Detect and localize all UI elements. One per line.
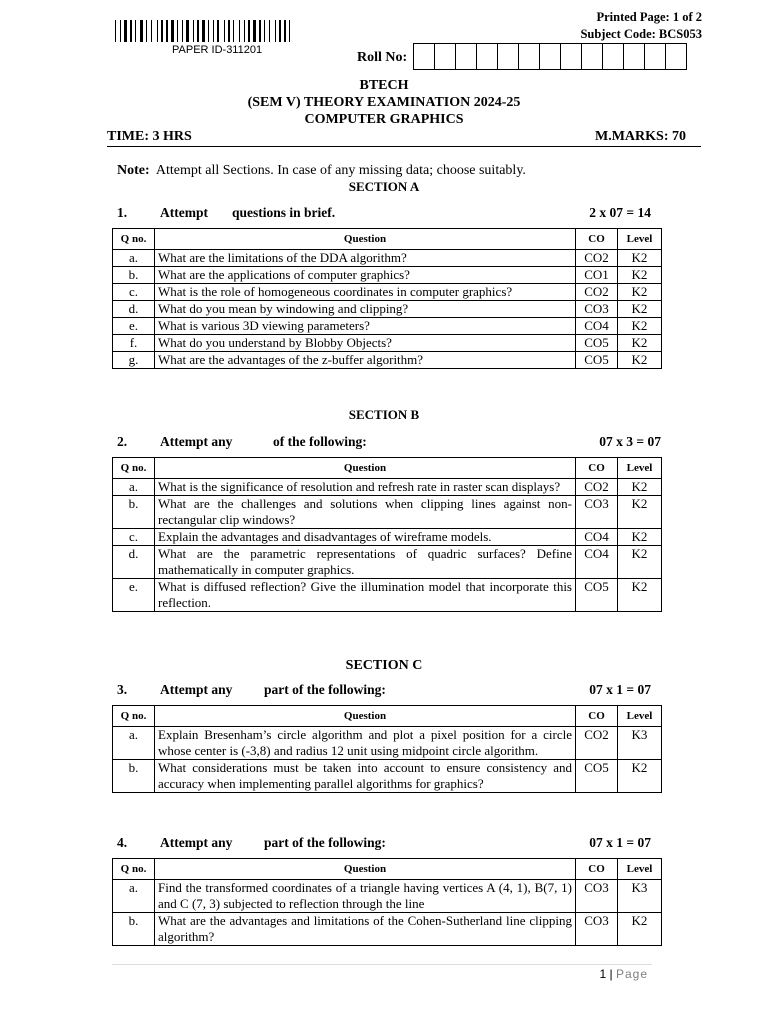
q3-instruction-a: Attempt any	[160, 682, 233, 697]
roll-box	[582, 44, 603, 69]
col-co-header: CO	[576, 706, 618, 727]
q-number: f.	[113, 335, 155, 352]
barcode-bar	[128, 20, 129, 42]
barcode-bar	[130, 20, 132, 42]
barcode-bar	[271, 20, 274, 42]
q3-instruction-b: part of the following:	[264, 682, 386, 697]
barcode-bar	[186, 20, 189, 42]
table-row	[113, 880, 662, 913]
barcode-bar	[177, 20, 178, 42]
table-header-row	[113, 859, 662, 880]
question-text: What do you understand by Blobby Objects?	[155, 335, 576, 352]
col-qno-header: Q no.	[113, 458, 155, 479]
barcode-bar	[175, 20, 176, 42]
level-cell: K2	[618, 479, 662, 496]
q-number: e.	[113, 318, 155, 335]
level-cell: K2	[618, 760, 662, 793]
barcode-bar	[184, 20, 185, 42]
question-text: What are the limitations of the DDA algorithm?	[155, 250, 576, 267]
barcode-bar	[122, 20, 123, 42]
barcode-bar	[202, 20, 205, 42]
question-text: What considerations must be taken into account to ensure consistency and accuracy when implementing parallel algorithms for graphics?	[155, 760, 576, 793]
q2-number: 2.	[117, 434, 128, 449]
co-cell: CO3	[576, 880, 618, 913]
barcode-bar	[253, 20, 256, 42]
barcode-bar	[144, 20, 145, 42]
barcode-bar	[259, 20, 261, 42]
question-text: What are the parametric representations of quadric surfaces? Define mathematically in computer graphics.	[155, 546, 576, 579]
table-row	[113, 579, 662, 612]
barcode-bar	[137, 20, 139, 42]
col-level-header: Level	[618, 859, 662, 880]
q-number: b.	[113, 496, 155, 529]
roll-box	[666, 44, 687, 69]
barcode-bar	[153, 20, 156, 42]
question-text: What are the applications of computer graphics?	[155, 267, 576, 284]
barcode-bar	[257, 20, 258, 42]
barcode-bar	[195, 20, 196, 42]
q-number: d.	[113, 546, 155, 579]
co-cell: CO3	[576, 301, 618, 318]
q2-instruction-b: of the following:	[273, 434, 367, 449]
level-cell: K2	[618, 267, 662, 284]
col-co-header: CO	[576, 458, 618, 479]
barcode	[115, 20, 327, 42]
page-number: 1	[599, 967, 607, 981]
table-row	[113, 318, 662, 335]
barcode-bar	[124, 20, 127, 42]
roll-no-label: Roll No:	[357, 50, 408, 65]
barcode-bar	[171, 20, 174, 42]
max-marks: M.MARKS: 70	[595, 129, 686, 144]
col-qno-header: Q no.	[113, 229, 155, 250]
q-number: e.	[113, 579, 155, 612]
barcode-bar	[246, 20, 247, 42]
subject-title: COMPUTER GRAPHICS	[304, 112, 464, 127]
level-cell: K3	[618, 727, 662, 760]
co-cell: CO2	[576, 284, 618, 301]
barcode-bar	[262, 20, 263, 42]
table-row	[113, 479, 662, 496]
barcode-bar	[282, 20, 283, 42]
roll-box	[435, 44, 456, 69]
barcode-bar	[266, 20, 268, 42]
q-number: a.	[113, 880, 155, 913]
q-number: a.	[113, 250, 155, 267]
barcode-bar	[140, 20, 143, 42]
roll-box	[561, 44, 582, 69]
roll-box	[645, 44, 666, 69]
co-cell: CO3	[576, 913, 618, 946]
barcode-bar	[208, 20, 209, 42]
q4-table	[112, 858, 662, 946]
roll-box	[498, 44, 519, 69]
barcode-bar	[215, 20, 216, 42]
barcode-bar	[206, 20, 207, 42]
col-qno-header: Q no.	[113, 859, 155, 880]
roll-box	[477, 44, 498, 69]
q-number: b.	[113, 913, 155, 946]
barcode-bar	[235, 20, 238, 42]
barcode-bar	[248, 20, 250, 42]
co-cell: CO2	[576, 727, 618, 760]
co-cell: CO4	[576, 529, 618, 546]
section-b-table	[112, 457, 662, 612]
barcode-bar	[275, 20, 276, 42]
level-cell: K3	[618, 880, 662, 913]
col-level-header: Level	[618, 706, 662, 727]
table-header-row	[113, 458, 662, 479]
time-label: TIME: 3 HRS	[107, 129, 192, 144]
question-text: What are the advantages of the z-buffer algorithm?	[155, 352, 576, 369]
barcode-bar	[287, 20, 288, 42]
q1-instruction-b: questions in brief.	[232, 205, 336, 220]
level-cell: K2	[618, 250, 662, 267]
barcode-bar	[159, 20, 160, 42]
question-text: Explain Bresenham’s circle algorithm and plot a pixel position for a circle whose center is (-3,8) and radius 12 unit using midpoint circle algorithm.	[155, 727, 576, 760]
q-number: b.	[113, 267, 155, 284]
barcode-bar	[277, 20, 278, 42]
co-cell: CO4	[576, 546, 618, 579]
printed-page-info	[580, 9, 702, 43]
col-question-header: Question	[155, 706, 576, 727]
barcode-bar	[220, 20, 223, 42]
barcode-bar	[148, 20, 150, 42]
q4-instruction-a: Attempt any	[160, 835, 233, 850]
roll-box	[603, 44, 624, 69]
section-a-title: SECTION A	[348, 179, 420, 194]
level-cell: K2	[618, 284, 662, 301]
page-separator: |	[609, 967, 613, 981]
barcode-bar	[146, 20, 147, 42]
roll-no-boxes	[413, 43, 687, 70]
barcode-bar	[164, 20, 165, 42]
printed-page: Printed Page: 1 of 2	[596, 10, 702, 24]
barcode-bar	[169, 20, 170, 42]
co-cell: CO3	[576, 496, 618, 529]
section-a-table	[112, 228, 662, 369]
question-text: What is various 3D viewing parameters?	[155, 318, 576, 335]
question-text: Find the transformed coordinates of a triangle having vertices A (4, 1), B(7, 1) and C (7, 3) subjected to reflection through the line	[155, 880, 576, 913]
barcode-bar	[224, 20, 225, 42]
barcode-bar	[200, 20, 201, 42]
co-cell: CO5	[576, 579, 618, 612]
table-row	[113, 352, 662, 369]
co-cell: CO4	[576, 318, 618, 335]
q-number: g.	[113, 352, 155, 369]
q2-marks: 07 x 3 = 07	[599, 434, 661, 449]
q-number: b.	[113, 760, 155, 793]
program-title: BTECH	[359, 78, 409, 93]
level-cell: K2	[618, 913, 662, 946]
question-text: Explain the advantages and disadvantages of wireframe models.	[155, 529, 576, 546]
q3-number: 3.	[117, 682, 128, 697]
table-row	[113, 250, 662, 267]
barcode-bar	[115, 20, 116, 42]
roll-box	[624, 44, 645, 69]
note-label: Note:	[117, 163, 150, 178]
table-row	[113, 529, 662, 546]
barcode-bar	[289, 20, 290, 42]
roll-box	[519, 44, 540, 69]
q4-instruction-b: part of the following:	[264, 835, 386, 850]
question-text: What do you mean by windowing and clipping?	[155, 301, 576, 318]
section-c-title: SECTION C	[345, 658, 423, 673]
barcode-bar	[239, 20, 240, 42]
barcode-bar	[264, 20, 265, 42]
q3-marks: 07 x 1 = 07	[589, 682, 651, 697]
barcode-bar	[117, 20, 119, 42]
barcode-bar	[279, 20, 281, 42]
barcode-bar	[231, 20, 232, 42]
section-b-title: SECTION B	[348, 407, 420, 422]
page-footer	[599, 967, 648, 981]
q-number: c.	[113, 284, 155, 301]
level-cell: K2	[618, 318, 662, 335]
col-qno-header: Q no.	[113, 706, 155, 727]
co-cell: CO2	[576, 479, 618, 496]
level-cell: K2	[618, 352, 662, 369]
table-row	[113, 546, 662, 579]
col-question-header: Question	[155, 859, 576, 880]
table-row	[113, 496, 662, 529]
q-number: c.	[113, 529, 155, 546]
col-question-header: Question	[155, 458, 576, 479]
exam-title: (SEM V) THEORY EXAMINATION 2024-25	[247, 95, 521, 110]
barcode-bar	[179, 20, 181, 42]
roll-box	[456, 44, 477, 69]
barcode-bar	[213, 20, 214, 42]
co-cell: CO5	[576, 760, 618, 793]
barcode-bar	[251, 20, 252, 42]
barcode-bar	[269, 20, 270, 42]
level-cell: K2	[618, 496, 662, 529]
barcode-bar	[182, 20, 183, 42]
barcode-bar	[120, 20, 121, 42]
question-text: What are the challenges and solutions when clipping lines against non-rectangular clip windows?	[155, 496, 576, 529]
co-cell: CO2	[576, 250, 618, 267]
question-text: What is diffused reflection? Give the illumination model that incorporate this reflection.	[155, 579, 576, 612]
col-co-header: CO	[576, 229, 618, 250]
barcode-bar	[217, 20, 219, 42]
co-cell: CO1	[576, 267, 618, 284]
question-text: What is the role of homogeneous coordinates in computer graphics?	[155, 284, 576, 301]
table-row	[113, 913, 662, 946]
co-cell: CO5	[576, 335, 618, 352]
barcode-bar	[151, 20, 152, 42]
barcode-bar	[210, 20, 212, 42]
col-level-header: Level	[618, 458, 662, 479]
question-text: What are the advantages and limitations of the Cohen-Sutherland line clipping algorithm?	[155, 913, 576, 946]
question-text: What is the significance of resolution and refresh rate in raster scan displays?	[155, 479, 576, 496]
table-row	[113, 727, 662, 760]
col-level-header: Level	[618, 229, 662, 250]
barcode-bar	[161, 20, 163, 42]
barcode-bar	[133, 20, 134, 42]
barcode-bar	[226, 20, 227, 42]
table-row	[113, 267, 662, 284]
barcode-bar	[166, 20, 168, 42]
q1-number: 1.	[117, 205, 128, 220]
roll-box	[414, 44, 435, 69]
barcode-bar	[284, 20, 286, 42]
barcode-bar	[157, 20, 158, 42]
table-row	[113, 284, 662, 301]
level-cell: K2	[618, 335, 662, 352]
barcode-bar	[135, 20, 136, 42]
q-number: a.	[113, 727, 155, 760]
level-cell: K2	[618, 579, 662, 612]
table-header-row	[113, 229, 662, 250]
barcode-bar	[244, 20, 245, 42]
table-row	[113, 301, 662, 318]
page-label: Page	[615, 967, 648, 981]
paper-id: PAPER ID-311201	[172, 44, 263, 56]
barcode-bar	[291, 20, 294, 42]
barcode-bar	[241, 20, 243, 42]
barcode-bar	[193, 20, 194, 42]
header-divider	[107, 146, 701, 147]
subject-code: Subject Code: BCS053	[580, 27, 702, 41]
table-row	[113, 335, 662, 352]
barcode-bar	[228, 20, 230, 42]
q-number: a.	[113, 479, 155, 496]
table-header-row	[113, 706, 662, 727]
level-cell: K2	[618, 529, 662, 546]
footer-divider	[112, 964, 652, 965]
q1-marks: 2 x 07 = 14	[589, 205, 651, 220]
q4-number: 4.	[117, 835, 128, 850]
col-question-header: Question	[155, 229, 576, 250]
q4-marks: 07 x 1 = 07	[589, 835, 651, 850]
level-cell: K2	[618, 301, 662, 318]
col-co-header: CO	[576, 859, 618, 880]
barcode-bar	[190, 20, 192, 42]
note-text: Attempt all Sections. In case of any missing data; choose suitably.	[155, 163, 526, 178]
q3-table	[112, 705, 662, 793]
note	[117, 163, 526, 179]
q1-instruction-a: Attempt	[160, 205, 208, 220]
barcode-bar	[233, 20, 234, 42]
level-cell: K2	[618, 546, 662, 579]
barcode-bar	[197, 20, 199, 42]
q-number: d.	[113, 301, 155, 318]
co-cell: CO5	[576, 352, 618, 369]
roll-box	[540, 44, 561, 69]
table-row	[113, 760, 662, 793]
q2-instruction-a: Attempt any	[160, 434, 233, 449]
